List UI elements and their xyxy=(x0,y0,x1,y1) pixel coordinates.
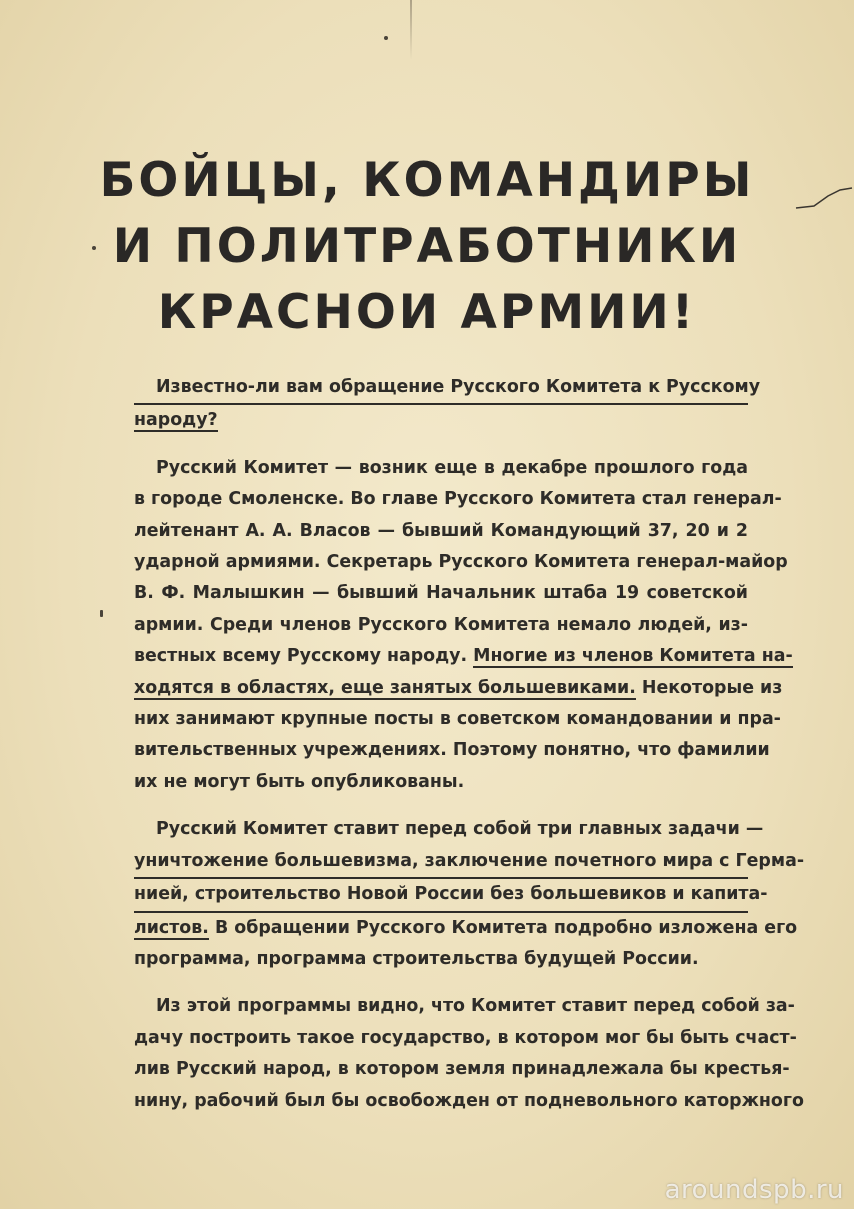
underlined-phrase: листов. xyxy=(134,917,209,938)
paragraph-line: программа, программа строительства будущей России. xyxy=(134,948,699,969)
underlined-phrase: ходятся в областях, еще занятых большевиками. xyxy=(134,677,636,698)
headline xyxy=(60,148,794,346)
paragraph-line: нией, строительство Новой России без большевиков и капита- xyxy=(134,879,748,912)
headline-line: КРАСНОИ АРМИИ! xyxy=(157,285,697,340)
paragraph-line: В. Ф. Малышкин — бывший Начальник штаба 19 советской xyxy=(134,583,748,604)
paragraph-line: Русский Комитет — возник еще в декабре прошлого года xyxy=(156,457,748,478)
paragraph-line: их не могут быть опубликованы. xyxy=(134,771,465,792)
paragraph-line: них занимают крупные посты в советском командовании и пра- xyxy=(134,709,781,730)
paragraph-line: нину, рабочий был бы освобожден от подневольного каторжного xyxy=(134,1090,804,1111)
paragraph-line: дачу построить такое государство, в котором мог бы быть счаст- xyxy=(134,1027,797,1048)
paragraph-line: лейтенант А. А. Власов — бывший Командующий 37, 20 и 2 xyxy=(134,520,748,541)
paragraph-line: лив Русский народ, в котором земля принадлежала бы крестья- xyxy=(134,1059,790,1080)
paragraph-line: Русский Комитет ставит перед собой три главных задачи — xyxy=(156,819,764,840)
headline-line: БОЙЦЫ, КОМАНДИРЫ xyxy=(99,153,755,208)
paragraph-line: в городе Смоленске. Во главе Русского Комитета стал генерал- xyxy=(134,489,782,510)
fold-crease xyxy=(410,0,412,60)
underlined-phrase: Многие из членов Комитета на- xyxy=(473,646,793,667)
headline-line: И ПОЛИТРАБОТНИКИ xyxy=(112,219,742,274)
paragraph-line: армии. Среди членов Русского Комитета немало людей, из- xyxy=(134,614,748,635)
paragraph-line: Из этой программы видно, что Комитет ставит перед собой за- xyxy=(156,996,795,1017)
paragraph-line: вестных всему Русскому народу. Многие из членов Комитета на- xyxy=(134,646,793,667)
paragraph-line: вительственных учреждениях. Поэтому понятно, что фамилии xyxy=(134,740,770,761)
paragraph-line: уничтожение большевизма, заключение почетного мира с Герма- xyxy=(134,846,748,879)
torn-edge-mark xyxy=(794,184,854,214)
question-line: народу? xyxy=(134,410,218,431)
paragraph-line: листов. В обращении Русского Комитета подробно изложена его xyxy=(134,917,798,938)
ink-speck xyxy=(384,36,388,40)
ink-speck xyxy=(100,610,103,617)
paragraph-line: ударной армиями. Секретарь Русского Комитета генерал-майор xyxy=(134,552,788,573)
question-line: Известно-ли вам обращение Русского Комитета к Русскому xyxy=(134,372,748,405)
leaflet-body xyxy=(134,372,805,1117)
site-watermark: aroundspb.ru xyxy=(664,1175,844,1205)
paragraph-line: ходятся в областях, еще занятых большевиками. Некоторые из xyxy=(134,677,783,698)
